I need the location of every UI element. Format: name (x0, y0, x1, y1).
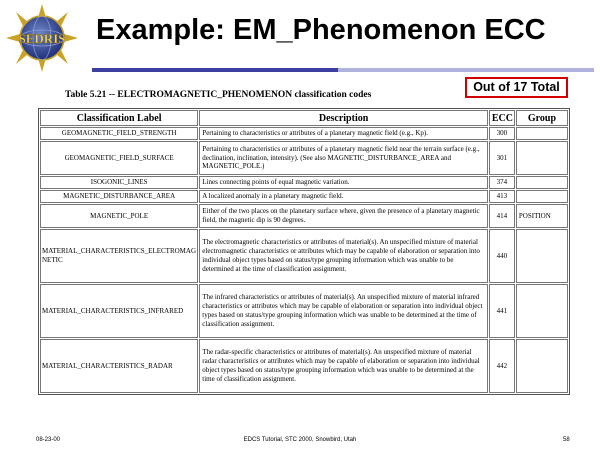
row-ecc: 441 (489, 284, 515, 338)
row-ecc: 300 (489, 127, 515, 140)
row-ecc: 413 (489, 190, 515, 203)
table-row (40, 204, 568, 228)
classification-table (38, 108, 570, 395)
table-row (40, 176, 568, 189)
header-classification-label: Classification Label (40, 110, 198, 126)
footer-page-number: 58 (563, 437, 570, 443)
row-label: MATERIAL_CHARACTERISTICS_RADAR (40, 339, 198, 393)
row-ecc: 414 (489, 204, 515, 228)
row-label: MATERIAL_CHARACTERISTICS_ELECTROMAGNETIC (40, 229, 198, 283)
row-group (516, 190, 568, 203)
total-count-box: Out of 17 Total (465, 77, 568, 98)
slide-title: Example: EM_Phenomenon ECC (96, 14, 546, 46)
footer-event: EDCS Tutorial, STC 2000, Snowbird, Utah (243, 437, 357, 443)
row-description: The electromagnetic characteristics or attributes of material(s). An unspecified mixture of material electromagnetic characteristics or attributes which may be capable of elaboration or separation into individual object types based on status/type grouping information which was unable to be determined at the time of classification assignment. (199, 229, 488, 283)
row-label: GEOMAGNETIC_FIELD_SURFACE (40, 141, 198, 175)
row-group (516, 176, 568, 189)
row-label: MAGNETIC_DISTURBANCE_AREA (40, 190, 198, 203)
table-row (40, 127, 568, 140)
table-row (40, 284, 568, 338)
row-group (516, 339, 568, 393)
row-group (516, 229, 568, 283)
footer-date: 08-23-00 (36, 437, 61, 443)
header-ecc: ECC (489, 110, 515, 126)
row-label: MAGNETIC_POLE (40, 204, 198, 228)
table-row (40, 229, 568, 283)
row-description: A localized anomaly in a planetary magnetic field. (199, 190, 488, 203)
row-description: Pertaining to characteristics or attributes of a planetary magnetic field (e.g., Kp). (199, 127, 488, 140)
row-group (516, 141, 568, 175)
header-group: Group (516, 110, 568, 126)
row-label: MATERIAL_CHARACTERISTICS_INFRARED (40, 284, 198, 338)
row-group (516, 284, 568, 338)
row-description: The infrared characteristics or attributes of material(s). An unspecified mixture of material infrared characteristics or attributes which may be capable of elaboration or separation into individual object types based on status/type grouping information which was unable to be determined at the time of classification assignment. (199, 284, 488, 338)
row-description: The radar-specific characteristics or attributes of material(s). An unspecified mixture of material radar characteristics or attributes which may be capable of elaboration or separation into individual object types based on status/type grouping information which was unable to be determined at the time of classification assignment. (199, 339, 488, 393)
row-group (516, 127, 568, 140)
table-row (40, 339, 568, 393)
row-description: Lines connecting points of equal magnetic variation. (199, 176, 488, 189)
table-row (40, 190, 568, 203)
table-row (40, 141, 568, 175)
header-description: Description (199, 110, 488, 126)
title-rule-light (338, 68, 594, 72)
row-ecc: 442 (489, 339, 515, 393)
row-ecc: 440 (489, 229, 515, 283)
table-header-row (40, 110, 568, 126)
sedris-logo (6, 4, 78, 72)
table-caption: Table 5.21 -- ELECTROMAGNETIC_PHENOMENON classification codes (65, 90, 372, 100)
row-ecc: 374 (489, 176, 515, 189)
row-description: Either of the two places on the planetary surface where, given the presence of a planetary magnetic field, the magnetic dip is 90 degrees. (199, 204, 488, 228)
row-description: Pertaining to characteristics or attributes of a planetary magnetic field near the terrain surface (e.g., declination, inclination, intensity). (See also MAGNETIC_DISTURBANCE_AREA and MAGNETIC_POLE.) (199, 141, 488, 175)
row-group: POSITION (516, 204, 568, 228)
row-label: GEOMAGNETIC_FIELD_STRENGTH (40, 127, 198, 140)
row-ecc: 301 (489, 141, 515, 175)
title-rule-dark (92, 68, 338, 72)
row-label: ISOGONIC_LINES (40, 176, 198, 189)
logo-text: SEDRIS (18, 31, 66, 46)
